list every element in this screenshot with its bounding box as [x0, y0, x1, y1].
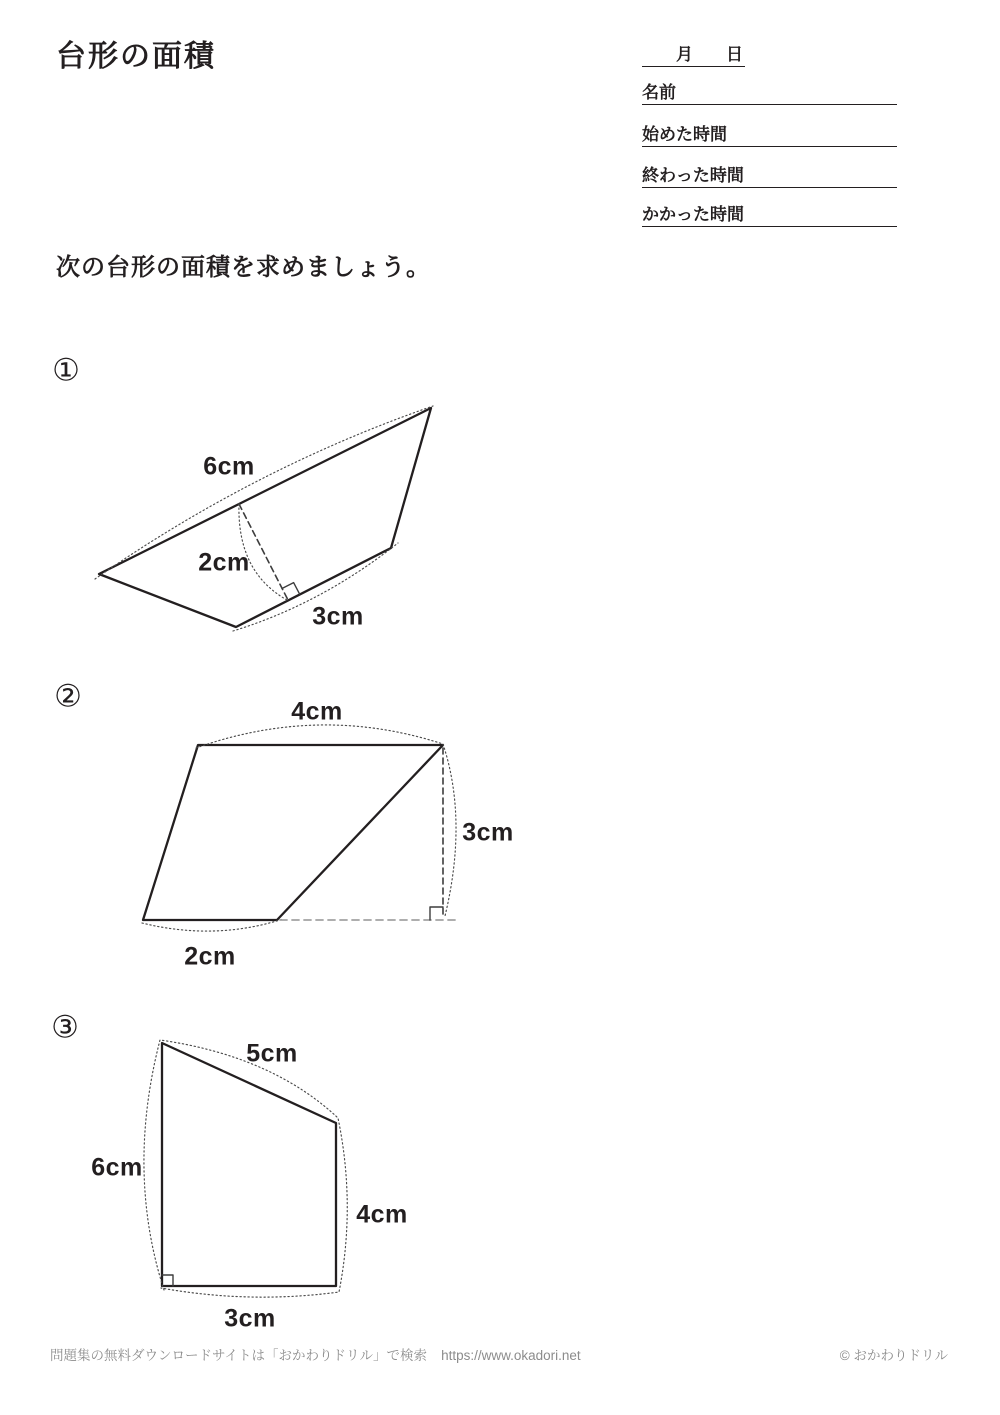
trapezoid-3-freehand-arc-loop: [144, 1040, 347, 1297]
day-label: 日: [726, 45, 743, 64]
instruction-text: 次の台形の面積を求めましょう。: [56, 254, 431, 281]
trapezoid-1-outline: [99, 408, 431, 627]
figure-3-trapezoid: [144, 1040, 347, 1297]
fig3-left-side-label: 6cm: [91, 1153, 143, 1182]
fig2-top-side-label: 4cm: [291, 697, 343, 726]
problem-1-number: ①: [52, 352, 80, 388]
fig2-bottom-side-label: 2cm: [184, 942, 236, 971]
month-label: 月: [676, 45, 693, 64]
start-time-label: 始めた時間: [642, 125, 727, 144]
fig2-height-label: 3cm: [462, 818, 514, 847]
name-label: 名前: [642, 83, 676, 102]
fig3-right-side-label: 4cm: [356, 1200, 408, 1229]
footer-copyright: © おかわりドリル: [839, 1348, 948, 1363]
elapsed-time-label: かかった時間: [642, 205, 744, 224]
figure-2-trapezoid: [142, 725, 459, 931]
trapezoid-3-right-angle-mark: [162, 1275, 173, 1286]
footer-url: https://www.okadori.net: [441, 1348, 581, 1363]
footer-left-text: [50, 1344, 581, 1364]
fig3-top-side-label: 5cm: [246, 1039, 298, 1068]
end-time-label: 終わった時間: [642, 166, 744, 185]
problem-2-number: ②: [54, 678, 82, 714]
trapezoid-3-outline: [162, 1039, 336, 1286]
fig1-height-label: 2cm: [198, 548, 250, 577]
page-title: 台形の面積: [56, 40, 216, 73]
trapezoid-2-outline: [143, 745, 443, 920]
fig1-top-side-label: 6cm: [203, 452, 255, 481]
trapezoid-2-freehand-arc-top-right: [196, 725, 456, 916]
fig1-bottom-side-label: 3cm: [312, 602, 364, 631]
footer: [0, 1344, 1000, 1364]
figure-1-trapezoid: [95, 406, 433, 631]
fig3-bottom-side-label: 3cm: [224, 1304, 276, 1333]
footer-site-text: 問題集の無料ダウンロードサイトは「おかわりドリル」で検索: [50, 1348, 428, 1363]
problem-3-number: ③: [51, 1009, 79, 1045]
trapezoid-2-right-angle-mark: [430, 907, 443, 920]
